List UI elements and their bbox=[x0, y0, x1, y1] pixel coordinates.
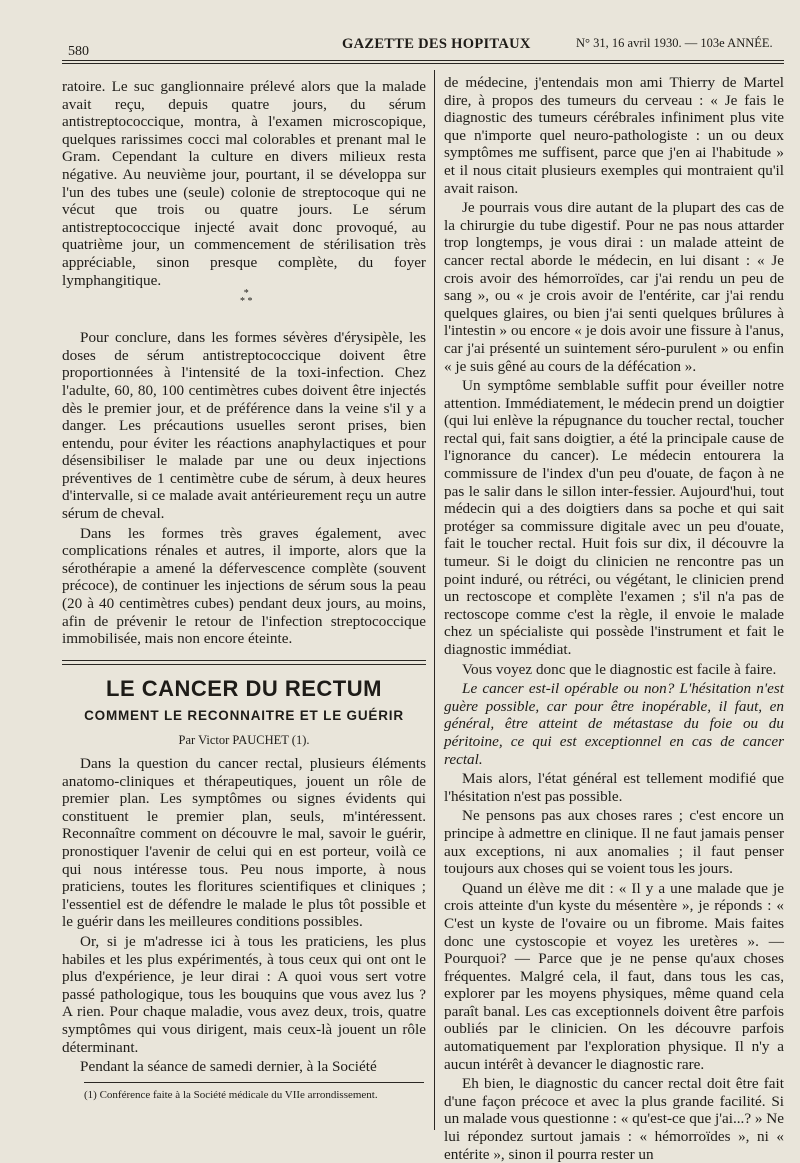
italic-text: Le cancer est-il opérable ou non? L'hésitation n'est guère possible, car pour être inopérable, il faut, en général, être atteint de métastase du foie ou du péritoine, ce qui est exceptionnel en cas de cancer rectal. bbox=[444, 680, 784, 768]
header-rule-double bbox=[62, 63, 784, 64]
paragraph: ratoire. Le suc ganglionnaire prélevé alors que la malade avait reçu, depuis quatre jours, du sérum antistreptococcique, montra, à l'examen microscopique, quelques rarissimes cocci mal colorables et prenant mal le Gram. Cependant la culture en divers milieux resta négative. Au neuvième jour, pourtant, il se développa sur l'un des tubes une (seule) colonie de streptocoque qui ne vécut que trois ou quatre jours. Le sérum antistreptococcique injecté avait donc provoqué, au quatrième jour, un commencement de stérilisation très appréciable, sinon presque complète, du foyer lymphangitique. bbox=[62, 78, 426, 289]
paragraph: Quand un élève me dit : « Il y a une malade que je crois atteinte d'un kyste du mésentère », je réponds : « C'est un kyste de l'ovaire ou un fibrome. Mais faites donc une cystoscopie et voyez les uretères ». — Pourquoi? — Parce que je ne pense qu'aux choses fréquentes. Malgré cela, il faut, dans tous les cas, explorer par les moyens physiques, même quand cela paraît banal. Les cas exceptionnels doivent être parfois oubliés par le clinicien. On les découvre parfois automatiquement par l'exploration physique. Il n'y a aucun intérêt à devancer le diagnostic rare. bbox=[444, 879, 784, 1073]
header-rule bbox=[62, 60, 784, 61]
section-rule-double bbox=[62, 664, 426, 665]
paragraph: Mais alors, l'état général est tellement modifié que l'hésitation n'est pas possible. bbox=[444, 770, 784, 805]
paragraph: Dans la question du cancer rectal, plusieurs éléments anatomo-cliniques et thérapeutiques, jouent un rôle de premier plan. Les symptômes ou signes évidents qui constituent le premier plan, seuls, m'intéressent. Reconnaître comment on découvre le mal, savoir le guérir, pronostiquer l'avenir de celui qui en est porteur, voilà ce qui nous intéresse tous. Peu nous importe, à nous praticiens, toutes les floritures scientifiques et cliniques ; l'essentiel est de défendre le malade le plus tôt possible et le guérir dans les meilleures conditions possibles. bbox=[62, 755, 426, 931]
journal-title: GAZETTE DES HOPITAUX bbox=[342, 36, 531, 52]
paragraph: Un symptôme semblable suffit pour éveiller notre attention. Immédiatement, le médecin prend un doigtier (qui lui enlève la répugnance du toucher rectal, toucher rectal qui, fait sans doigtier, a été la principale cause de l'ignorance du cancer). Le médecin entourera la commissure de l'index d'un peu d'ouate, de façon à ne pas le salir dans le sillon inter-fessier. Aujourd'hui, tout médecin qui a des doigtiers dans sa poche et qui sait protéger sa commissure digitale avec un peu d'ouate, fait le toucher rectal. Huit fois sur dix, il découvre la tumeur. Si le doigt du clinicien ne rencontre pas un point induré, ou rétréci, ou végétant, le clinicien prend un rectoscope et complète l'examen ; s'il n'a pas de rectoscope comme c'est la règle, il envoie le malade chez un spécialiste qui possède l'instrument et fait le diagnostic immédiat. bbox=[444, 377, 784, 658]
paragraph: Vous voyez donc que le diagnostic est facile à faire. bbox=[462, 660, 777, 678]
page-number: 580 bbox=[68, 44, 89, 59]
paragraph-italic-lead bbox=[444, 680, 784, 768]
paragraph: Ne pensons pas aux choses rares ; c'est encore un principe à admettre en clinique. Il ne faut jamais penser aux exceptions, ni aux anomalies ; il faut penser toujours aux choses qui se voient tous les jours. bbox=[444, 807, 784, 878]
column-divider bbox=[434, 70, 435, 1130]
issue-info: N° 31, 16 avril 1930. — 103e ANNÉE. bbox=[576, 36, 773, 50]
footnote: (1) Conférence faite à la Société médicale du VIIe arrondissement. bbox=[84, 1089, 378, 1101]
paragraph: Eh bien, le diagnostic du cancer rectal doit être fait d'une façon précoce et avec la plus grande facilité. Si un malade vous questionne : « qu'est-ce que j'ai...? » Ne lui répondez surtout jamais : « hémorroïdes », ni « entérite », sinon il pourra rester un bbox=[444, 1075, 784, 1163]
paragraph: Je pourrais vous dire autant de la plupart des cas de la chirurgie du tube digestif. Pour ne pas nous attarder trop longtemps, je vous dirai : un malade atteint de cancer rectal aborde le médecin, en lui disant : « Je crois avoir des hémorroïdes, car j'ai rendu un peu de sang », ou « je crois avoir de l'entérite, car j'ai rendu quelques glaires, ou bien j'ai senti quelques brûlures à l'intestin » ou encore « je dois avoir une fissure à l'anus, car j'ai présenté un suintement séro-purulent » ou enfin « je suis gêné au cours de la défécation ». bbox=[444, 199, 784, 375]
paragraph: Pendant la séance de samedi dernier, à la Société bbox=[80, 1058, 377, 1076]
article-title: LE CANCER DU RECTUM bbox=[106, 676, 382, 701]
left-column-top bbox=[62, 78, 426, 648]
article-byline: Par Victor PAUCHET (1). bbox=[178, 733, 310, 747]
section-separator-asterism: * * * bbox=[240, 288, 253, 307]
left-column-article bbox=[62, 755, 426, 1076]
right-column bbox=[444, 74, 784, 1163]
article-subtitle: COMMENT LE RECONNAITRE ET LE GUÉRIR bbox=[84, 708, 404, 723]
section-rule bbox=[62, 660, 426, 661]
paragraph: Dans les formes très graves également, avec complications rénales et autres, il importe, alors que la sérothérapie a amené la défervescence complète (souvent précoce), de continuer les injections de sérum sous la peau (20 à 40 centimètres cubes) pendant deux jours, au moins, afin de prévenir le retour de l'infection streptococcique immobilisée, mais non encore éteinte. bbox=[62, 524, 426, 648]
paragraph: Pour conclure, dans les formes sévères d'érysipèle, les doses de sérum antistreptococcique doivent être proportionnées à l'intensité de la toxi-infection. Chez l'adulte, 60, 80, 100 centimètres cubes doivent être injectés dès le premier jour, et de préférence dans la veine s'il y a danger. Les précautions usuelles seront prises, bien entendu, pour éviter les réactions anaphylactiques et pour désensibiliser le malade par une ou deux injections préventives de 1 centimètre cube de sérum, à deux heures d'intervalle, si ce malade avait antérieurement reçu un autre sérum de cheval. bbox=[62, 329, 426, 523]
footnote-rule bbox=[84, 1082, 424, 1083]
paragraph: de médecine, j'entendais mon ami Thierry de Martel dire, à propos des tumeurs du cerveau : « Je fais le diagnostic des tumeurs cérébrales infiniment plus vite que n'importe quel neuro-pathologiste : un ou deux symptômes me suffisent, parce que j'en ai l'habitude » et il nous citait plusieurs exemples qui montraient qu'il avait raison. bbox=[444, 74, 784, 197]
paragraph: Or, si je m'adresse ici à tous les praticiens, les plus habiles et les plus expérimentés, à tous ceux qui ont ont le plus d'expérience, je leur dirai : A quoi vous sert votre passé pathologique, tous les bouquins que vous avez lus ? A rien. Pour chaque maladie, vous avez deux, trois, quatre symptômes qui vous dirigent, mais ceux-là jouent un rôle déterminant. bbox=[62, 932, 426, 1056]
